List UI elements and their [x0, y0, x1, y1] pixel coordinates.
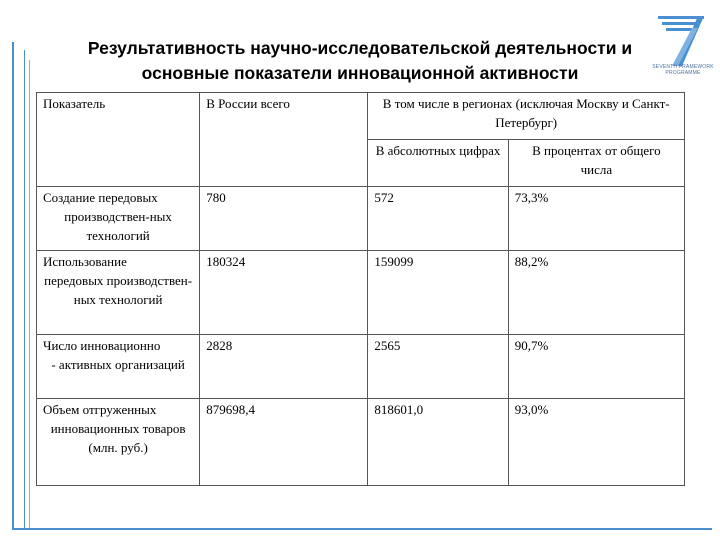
header-russia-total: В России всего — [200, 93, 368, 187]
row-label-rest: производствен-ных технологий — [64, 208, 172, 243]
header-percent: В процентах от общего числа — [508, 140, 684, 186]
cell-percent: 90,7% — [508, 334, 684, 398]
logo-caption: SEVENTH FRAMEWORK PROGRAMME — [652, 64, 714, 76]
cell-absolute: 818601,0 — [368, 399, 508, 486]
header-absolute: В абсолютных цифрах — [368, 140, 508, 186]
cell-percent: 73,3% — [508, 186, 684, 250]
cell-total: 879698,4 — [200, 399, 368, 486]
indicators-table — [36, 92, 685, 486]
cell-total: 780 — [200, 186, 368, 250]
cell-percent: 93,0% — [508, 399, 684, 486]
row-label — [37, 186, 200, 250]
row-label-first: Создание передовых — [43, 189, 158, 205]
row-label — [37, 334, 200, 398]
cell-percent: 88,2% — [508, 251, 684, 335]
cell-total: 2828 — [200, 334, 368, 398]
table-row — [37, 251, 685, 335]
cell-absolute: 572 — [368, 186, 508, 250]
row-label-rest: инновационных товаров (млн. руб.) — [50, 421, 186, 456]
table-row — [37, 334, 685, 398]
table-row — [37, 186, 685, 250]
decorative-vertical-line — [29, 60, 30, 530]
page-title — [40, 36, 680, 86]
table-row — [37, 399, 685, 486]
row-label — [37, 251, 200, 335]
row-label-first: Число инновационно — [43, 337, 161, 353]
cell-total: 180324 — [200, 251, 368, 335]
decorative-vertical-line — [12, 42, 14, 530]
cell-absolute: 2565 — [368, 334, 508, 398]
row-label-rest: - активных организаций — [51, 356, 185, 372]
decorative-vertical-line — [24, 50, 25, 530]
table-header-row — [37, 93, 685, 140]
row-label-first: Объем отгруженных — [43, 402, 157, 418]
row-label-first: Использование — [43, 254, 127, 270]
decorative-bottom-line — [12, 528, 712, 530]
cell-absolute: 159099 — [368, 251, 508, 335]
row-label-rest: передовых производствен-ных технологий — [44, 273, 193, 308]
header-indicator: Показатель — [37, 93, 200, 187]
row-label — [37, 399, 200, 486]
title-line-2: основные показатели инновационной активности — [141, 63, 579, 83]
header-regions: В том числе в регионах (исключая Москву и Санкт-Петербург) — [368, 93, 685, 140]
title-line-1: Результативность научно-исследовательской деятельности и — [87, 38, 633, 58]
